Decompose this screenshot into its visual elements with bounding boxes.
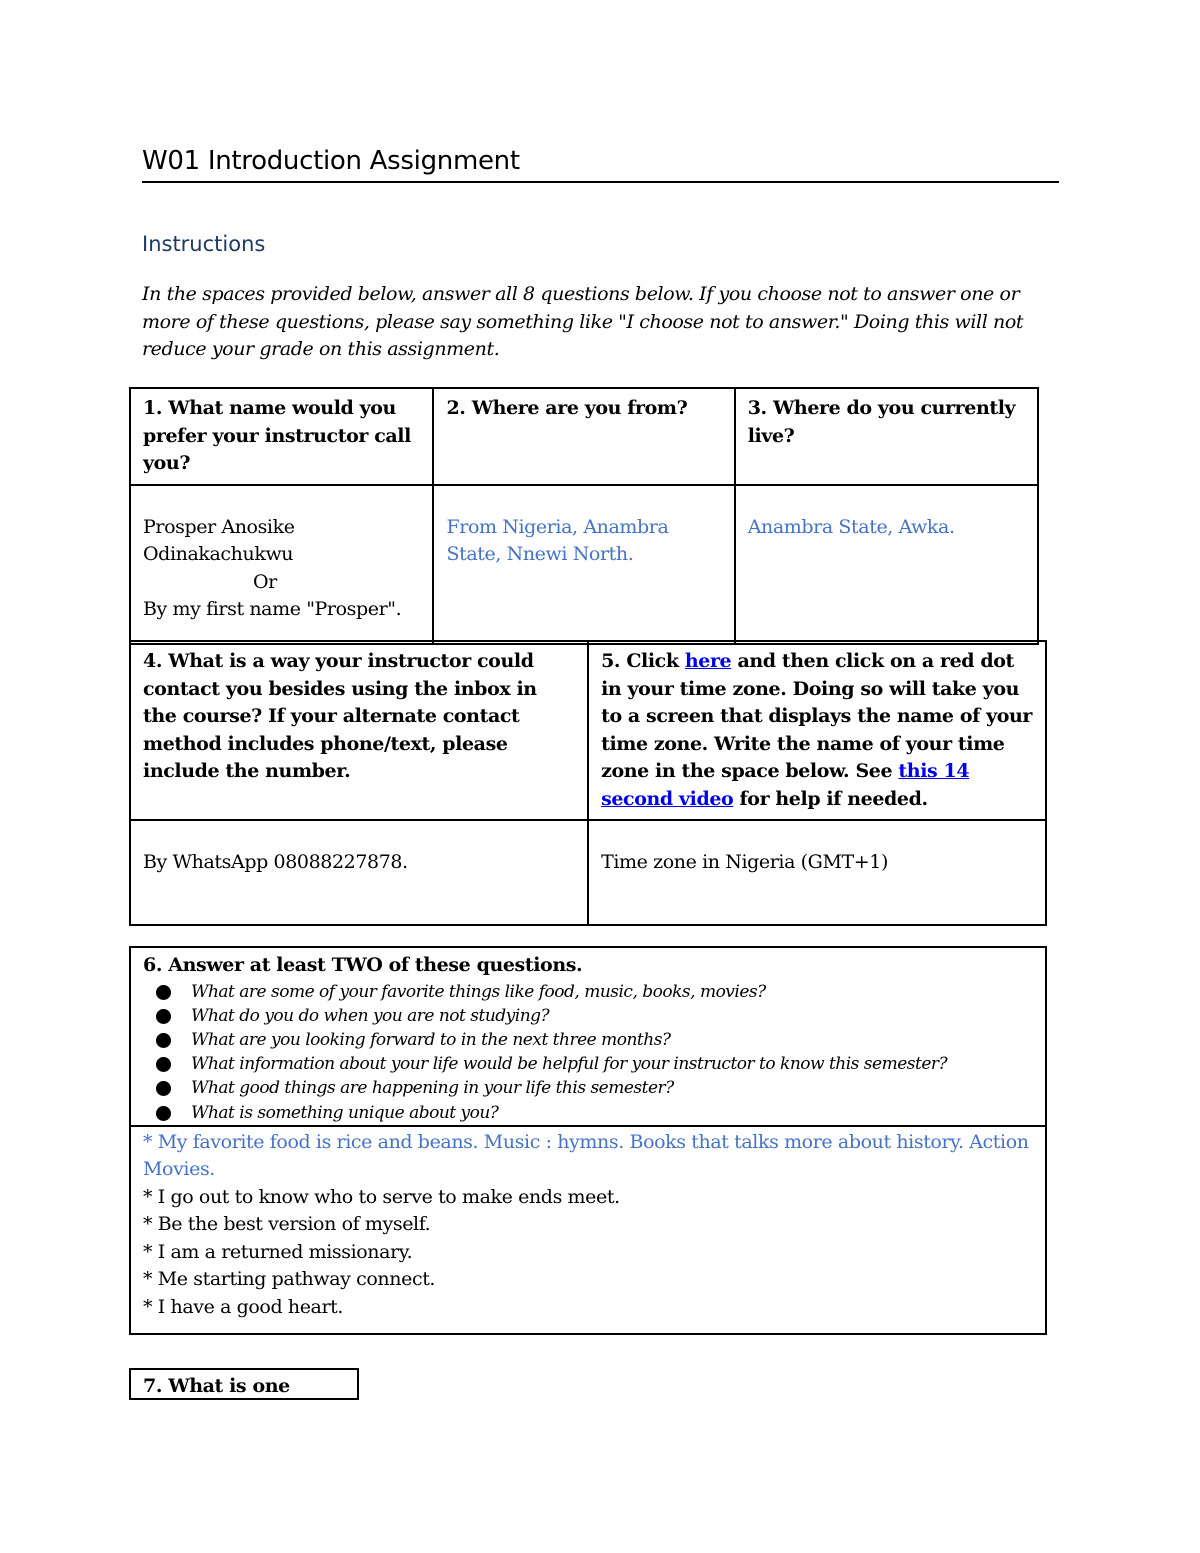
- question-5-text-post: for help if needed.: [733, 787, 928, 810]
- question-4-text: What is a way your instructor could contact you besides using the inbox in the course? If your alternate contact method includes phone/text, please include the number.: [143, 650, 537, 782]
- answer-5-cell[interactable]: [588, 820, 1046, 925]
- question-7-text: What is one: [162, 1375, 290, 1397]
- instructions-heading: Instructions: [142, 232, 266, 256]
- bullet-item: What are you looking forward to in the next three months?: [191, 1028, 1033, 1052]
- answer-4-text: By WhatsApp 08088227878.: [143, 851, 408, 873]
- title-underline: [142, 181, 1059, 183]
- answer-1-cell[interactable]: [130, 485, 433, 644]
- answer-5-text: Time zone in Nigeria (GMT+1): [601, 851, 889, 873]
- question-4-number: 4.: [143, 650, 163, 672]
- question-7-cell: [129, 1368, 359, 1400]
- question-5-text-mid: and then click on a red dot in your time zone. Doing so will take you to a screen that displays the name of your time zone. Write the name of your time zone in the space below. See: [601, 650, 1033, 782]
- question-5-cell: [588, 641, 1046, 820]
- question-6-text: Answer at least TWO of these questions.: [162, 954, 583, 976]
- question-2-cell: [433, 388, 734, 485]
- answer-4-cell[interactable]: [130, 820, 588, 925]
- answer-6-line: * I am a returned missionary.: [143, 1240, 413, 1263]
- answer-1-line-1: Prosper Anosike: [143, 515, 295, 538]
- answer-1-line-4: By my first name "Prosper".: [143, 598, 402, 620]
- answer-3-cell[interactable]: [735, 485, 1038, 644]
- questions-4-5-table: [129, 640, 1047, 926]
- answer-6-line: * I have a good heart.: [143, 1295, 344, 1318]
- answer-6-cell[interactable]: [130, 1126, 1046, 1334]
- question-6-table: [129, 946, 1047, 1335]
- question-6-number: 6.: [143, 954, 163, 976]
- question-4-cell: [130, 641, 588, 820]
- question-1-text: What name would you prefer your instructor call you?: [143, 397, 411, 474]
- question-5-text-pre: Click: [620, 650, 685, 672]
- question-3-number: 3.: [747, 397, 767, 419]
- here-link[interactable]: here: [684, 650, 732, 672]
- answer-6-line: * Be the best version of myself.: [143, 1213, 431, 1236]
- bullet-icon: [156, 1081, 171, 1096]
- question-3-cell: [735, 388, 1038, 485]
- question-5-number: 5.: [601, 650, 621, 672]
- bullet-item: What are some of your favorite things like food, music, books, movies?: [191, 980, 1033, 1004]
- question-1-cell: [130, 388, 433, 485]
- answer-3-text: Anambra State, Awka.: [747, 515, 955, 538]
- answer-6-line: * I go out to know who to serve to make ends meet.: [143, 1185, 620, 1208]
- bullet-item: What information about your life would be helpful for your instructor to know this semester?: [191, 1052, 1033, 1076]
- question-1-number: 1.: [143, 397, 163, 419]
- document-title: W01 Introduction Assignment: [142, 146, 520, 176]
- bullet-icon: [156, 1057, 171, 1072]
- question-3-text: Where do you currently live?: [747, 397, 1016, 447]
- bullet-icon: [156, 985, 171, 1000]
- answer-2-text: From Nigeria, Anambra State, Nnewi North.: [446, 515, 669, 565]
- answer-1-line-3: Or: [253, 570, 277, 593]
- answer-1-line-2: Odinakachukwu: [143, 543, 294, 565]
- answer-2-cell[interactable]: [433, 485, 734, 644]
- instructions-text: In the spaces provided below, answer all 8 questions below. If you choose not to answer one or more of these questions, please say something like "I choose not to answer." Doing this will not reduce your grade on this assignment.: [142, 283, 1024, 360]
- question-6-cell: [130, 947, 1046, 1126]
- video-link[interactable]: this 14 second video: [601, 760, 970, 810]
- question-7-number: 7.: [143, 1375, 163, 1397]
- question-2-text: Where are you from?: [465, 397, 688, 419]
- bullet-icon: [156, 1033, 171, 1048]
- bullet-item: What good things are happening in your life this semester?: [191, 1076, 1033, 1100]
- answer-6-line: * Me starting pathway connect.: [143, 1268, 436, 1291]
- question-6-bullet-list: [143, 980, 1033, 1125]
- questions-1-3-table: [129, 387, 1039, 645]
- question-2-number: 2.: [446, 397, 466, 419]
- answer-6-line: * My favorite food is rice and beans. Music : hymns. Books that talks more about history. Action Movies.: [143, 1130, 1029, 1181]
- bullet-icon: [156, 1009, 171, 1024]
- bullet-item: What is something unique about you?: [191, 1101, 1033, 1125]
- bullet-item: What do you do when you are not studying?: [191, 1004, 1033, 1028]
- bullet-icon: [156, 1106, 171, 1121]
